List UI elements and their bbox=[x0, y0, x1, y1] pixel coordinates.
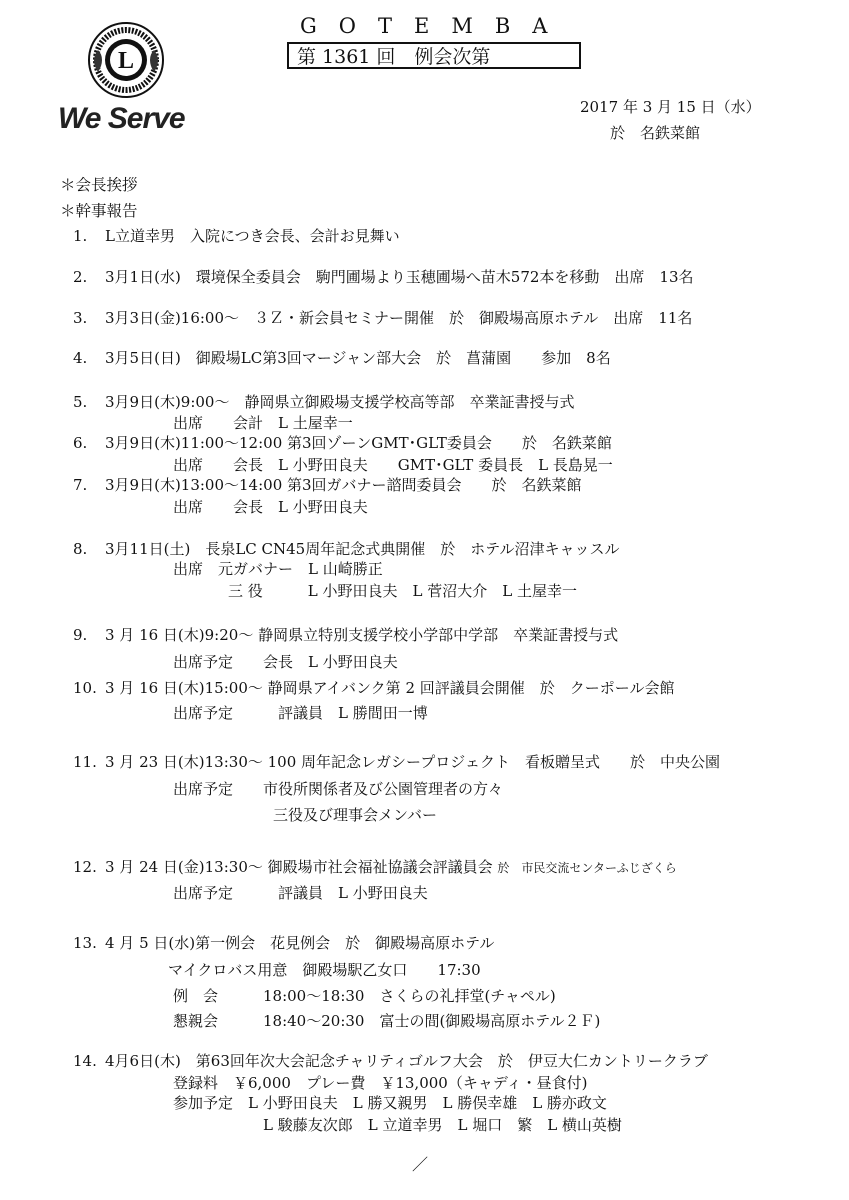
agenda-item: 2. 3月1日(水) 環境保全委員会 駒門圃場より玉穂圃場へ苗木572本を移動 出席 13名 bbox=[73, 268, 694, 286]
agenda-item-detail: 例 会 18:00～18:30 さくらの礼拝堂(チャペル) bbox=[173, 987, 556, 1005]
agenda-item: 13. 4 月 5 日(水)第一例会 花見例会 於 御殿場高原ホテル bbox=[73, 934, 495, 952]
agenda-item: 6. 3月9日(木)11:00～12:00 第3回ゾーンGMT･GLT委員会 於 名鉄菜館 bbox=[73, 434, 612, 452]
agenda-item-detail: 懇親会 18:40～20:30 富士の間(御殿場高原ホテル２Ｆ) bbox=[173, 1012, 601, 1030]
agenda-item-detail: 三 役 L 小野田良夫 L 菅沼大介 L 土屋幸一 bbox=[228, 582, 577, 600]
agenda-item-detail: 三役及び理事会メンバー bbox=[273, 806, 437, 824]
agenda-item: 3. 3月3日(金)16:00～ ３Ｚ・新会員セミナー開催 於 御殿場高原ホテル 出席 11名 bbox=[73, 309, 693, 327]
agenda-item: 9. 3 月 16 日(木)9:20～ 静岡県立特別支援学校小学部中学部 卒業証書授与式 bbox=[73, 626, 619, 644]
scan-mark: ／ bbox=[412, 1155, 429, 1174]
lions-logo bbox=[54, 20, 204, 140]
section-report: ＊幹事報告 bbox=[60, 202, 138, 220]
agenda-item: 8. 3月11日(土) 長泉LC CN45周年記念式典開催 於 ホテル沼津キャッスル bbox=[73, 540, 620, 558]
agenda-item-detail: 登録料 ￥6,000 プレー費 ￥13,000（キャディ・昼食付) bbox=[173, 1074, 588, 1092]
agenda-item-detail: L 駿藤友次郎 L 立道幸男 L 堀口 繁 L 横山英樹 bbox=[263, 1116, 622, 1134]
agenda-item-detail: 出席 会長 L 小野田良夫 bbox=[173, 498, 368, 516]
agenda-item: 5. 3月9日(木)9:00～ 静岡県立御殿場支援学校高等部 卒業証書授与式 bbox=[73, 393, 575, 411]
agenda-item: 7. 3月9日(木)13:00～14:00 第3回ガバナー諮問委員会 於 名鉄菜館 bbox=[73, 476, 582, 494]
meeting-venue: 於 名鉄菜館 bbox=[610, 124, 701, 142]
agenda-item: 10. 3 月 16 日(木)15:00～ 静岡県アイバンク第 2 回評議員会開催 於 クーポール会館 bbox=[73, 679, 675, 697]
section-greeting: ＊会長挨拶 bbox=[60, 176, 138, 194]
we-serve-logo-text: We Serve bbox=[58, 102, 185, 135]
agenda-item-detail: 参加予定 L 小野田良夫 L 勝又親男 L 勝俣幸雄 L 勝亦政文 bbox=[173, 1094, 607, 1112]
meeting-date: 2017 年 3 月 15 日（水） bbox=[580, 98, 761, 116]
agenda-item: 4. 3月5日(日) 御殿場LC第3回マージャン部大会 於 菖蒲園 参加 8名 bbox=[73, 349, 611, 367]
agenda-item-detail: 出席 会計 L 土屋幸一 bbox=[173, 414, 353, 432]
agenda-item: 14. 4月6日(木) 第63回年次大会記念チャリティゴルフ大会 於 伊豆大仁カントリークラブ bbox=[73, 1052, 708, 1070]
agenda-item-detail: 出席予定 市役所関係者及び公園管理者の方々 bbox=[173, 780, 504, 798]
agenda-item-detail: 出席予定 会長 L 小野田良夫 bbox=[173, 653, 398, 671]
emblem-letter: L bbox=[117, 48, 135, 74]
meeting-title: 第 1361 回 例会次第 bbox=[287, 42, 581, 69]
agenda-item: 12. 3 月 24 日(金)13:30～ 御殿場市社会福祉協議会評議員会 於 市民交流センターふじざくら bbox=[73, 858, 677, 876]
agenda-item: 1. L立道幸男 入院につき会長、会計お見舞い bbox=[73, 227, 400, 245]
agenda-item-detail: 出席 会長 L 小野田良夫 GMT･GLT 委員長 L 長島晃一 bbox=[173, 456, 613, 474]
club-name: GOTEMBA bbox=[300, 14, 570, 38]
agenda-item-detail: 出席予定 評議員 L 小野田良夫 bbox=[173, 884, 428, 902]
agenda-item: 11. 3 月 23 日(木)13:30～ 100 周年記念レガシープロジェクト 看板贈呈式 於 中央公園 bbox=[73, 753, 720, 771]
lions-emblem-icon bbox=[86, 20, 166, 100]
agenda-item-detail: 出席 元ガバナー L 山崎勝正 bbox=[173, 560, 383, 578]
agenda-item-detail: マイクロバス用意 御殿場駅乙女口 17:30 bbox=[168, 961, 481, 979]
agenda-item-detail: 出席予定 評議員 L 勝間田一博 bbox=[173, 704, 428, 722]
